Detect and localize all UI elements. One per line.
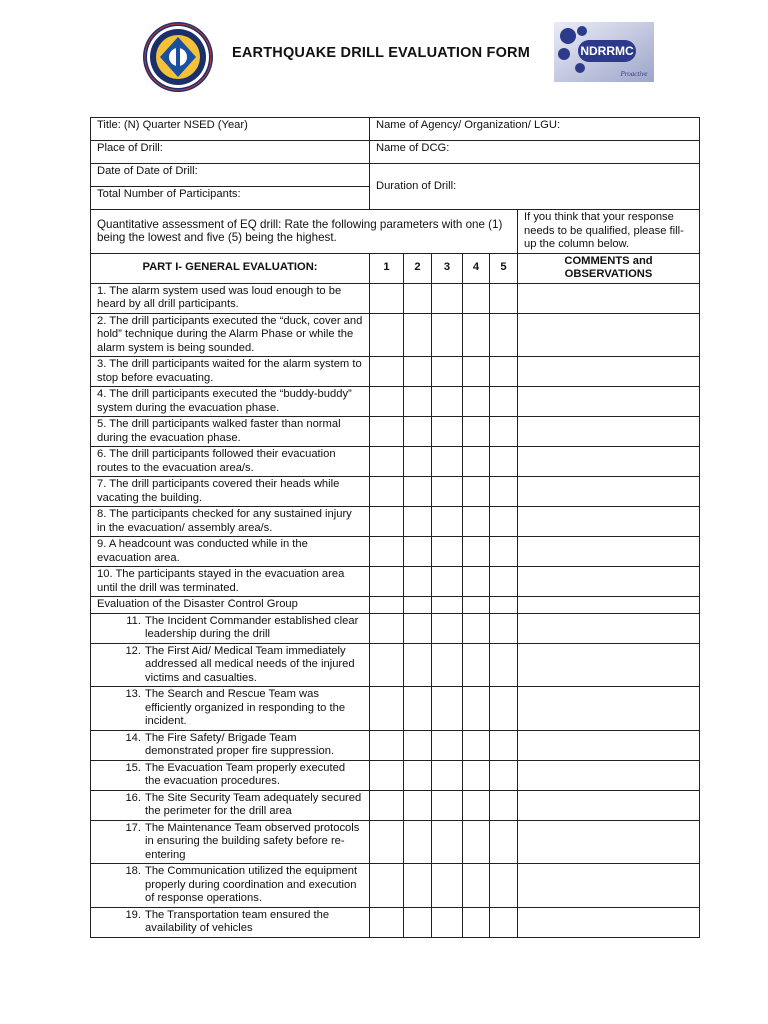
rating-cell-2[interactable] — [404, 790, 432, 820]
rating-cell-2[interactable] — [404, 447, 432, 477]
dcg-criterion — [91, 730, 370, 760]
table-row — [91, 907, 700, 937]
rating-cell-3[interactable] — [432, 567, 463, 597]
rating-cell-4[interactable] — [463, 447, 490, 477]
rating-cell-1[interactable] — [370, 507, 404, 537]
criterion-number: 14. — [125, 731, 141, 744]
comment-cell[interactable] — [518, 567, 700, 597]
form-title: EARTHQUAKE DRILL EVALUATION FORM — [232, 45, 530, 61]
comment-cell[interactable] — [518, 507, 700, 537]
rating-cell-1[interactable] — [370, 313, 404, 357]
rating-cell-2[interactable] — [404, 730, 432, 760]
rating-cell-2[interactable] — [404, 643, 432, 687]
rating-cell-5[interactable] — [490, 820, 518, 864]
table-row — [91, 687, 700, 731]
table-row — [91, 760, 700, 790]
criterion-text: 7. The drill participants covered their heads while vacating the building. — [91, 477, 370, 507]
rating-cell-3[interactable] — [432, 907, 463, 937]
rating-cell-2[interactable] — [404, 567, 432, 597]
logo-text: NDRRMC — [580, 44, 634, 58]
table-row — [91, 357, 700, 387]
rating-cell-1[interactable] — [370, 643, 404, 687]
rating-cell-4[interactable] — [463, 907, 490, 937]
comment-cell[interactable] — [518, 477, 700, 507]
rating-cell-2[interactable] — [404, 687, 432, 731]
rating-cell-2[interactable] — [404, 507, 432, 537]
rating-cell-4[interactable] — [463, 567, 490, 597]
rating-cell-1[interactable] — [370, 760, 404, 790]
rating-cell-3[interactable] — [432, 387, 463, 417]
rating-cell-5[interactable] — [490, 687, 518, 731]
rating-cell-5[interactable] — [490, 567, 518, 597]
rating-cell-3[interactable] — [432, 283, 463, 313]
rating-cell-1[interactable] — [370, 567, 404, 597]
rating-cell-1[interactable] — [370, 864, 404, 908]
rating-cell-4[interactable] — [463, 283, 490, 313]
rating-cell-2[interactable] — [404, 313, 432, 357]
rating-cell-4[interactable] — [463, 417, 490, 447]
rating-cell-2[interactable] — [404, 357, 432, 387]
table-row — [91, 507, 700, 537]
criterion-text: 4. The drill participants executed the “buddy-buddy” system during the evacuation phase. — [91, 387, 370, 417]
criterion-text: The First Aid/ Medical Team immediately addressed all medical needs of the injured victims and casualties. — [145, 644, 355, 684]
comment-cell[interactable] — [518, 790, 700, 820]
criterion-number: 16. — [125, 791, 141, 804]
rating-cell-5[interactable] — [490, 283, 518, 313]
rating-cell-4[interactable] — [463, 537, 490, 567]
rating-cell-3[interactable] — [432, 447, 463, 477]
rating-cell-4[interactable] — [463, 507, 490, 537]
title-field[interactable]: Title: (N) Quarter NSED (Year) — [91, 118, 370, 141]
date-field[interactable]: Date of Date of Drill: — [91, 164, 370, 187]
comment-cell[interactable] — [518, 613, 700, 643]
rating-cell-5[interactable] — [490, 447, 518, 477]
criterion-text: The Communication utilized the equipment properly during coordination and execution of response operations. — [145, 865, 358, 904]
evaluation-table — [90, 117, 700, 938]
criterion-text: 8. The participants checked for any sustained injury in the evacuation/ assembly area/s. — [91, 507, 370, 537]
rating-cell-3[interactable] — [432, 820, 463, 864]
rating-cell-3[interactable] — [432, 730, 463, 760]
criterion-number: 15. — [125, 761, 141, 774]
ndrrmc-logo — [554, 22, 654, 82]
table-row — [91, 537, 700, 567]
rating-cell-1[interactable] — [370, 613, 404, 643]
dcg-criterion — [91, 643, 370, 687]
rating-cell-2[interactable] — [404, 537, 432, 567]
table-row — [91, 864, 700, 908]
rating-cell-2[interactable] — [404, 283, 432, 313]
rating-cell-3[interactable] — [432, 597, 463, 614]
criterion-text: The Maintenance Team observed protocols in ensuring the building safety before re-entering — [145, 821, 360, 861]
comment-cell[interactable] — [518, 313, 700, 357]
rating-cell-2[interactable] — [404, 597, 432, 614]
dcg-criterion — [91, 907, 370, 937]
dcg-field[interactable]: Name of DCG: — [370, 141, 700, 164]
rating-cell-3[interactable] — [432, 643, 463, 687]
table-row — [91, 477, 700, 507]
qualify-instructions: If you think that your response needs to be qualified, please fill-up the column below. — [518, 210, 700, 254]
table-row — [91, 313, 700, 357]
rating-cell-1[interactable] — [370, 907, 404, 937]
rating-cell-3[interactable] — [432, 417, 463, 447]
rating-cell-1[interactable] — [370, 477, 404, 507]
table-row — [91, 417, 700, 447]
table-row — [91, 820, 700, 864]
criterion-text: 10. The participants stayed in the evacuation area until the drill was terminated. — [91, 567, 370, 597]
rating-cell-2[interactable] — [404, 820, 432, 864]
rating-cell-2[interactable] — [404, 613, 432, 643]
participants-field[interactable]: Total Number of Participants: — [91, 187, 370, 210]
criterion-text: The Evacuation Team properly executed the evacuation procedures. — [145, 761, 346, 787]
dnd-seal-logo — [142, 21, 214, 93]
comment-cell[interactable] — [518, 447, 700, 477]
table-row — [91, 387, 700, 417]
rating-cell-3[interactable] — [432, 864, 463, 908]
comment-cell[interactable] — [518, 907, 700, 937]
table-row — [91, 613, 700, 643]
table-row — [91, 567, 700, 597]
dcg-criterion — [91, 790, 370, 820]
rating-cell-4[interactable] — [463, 313, 490, 357]
comment-cell[interactable] — [518, 864, 700, 908]
table-row — [91, 597, 700, 614]
rating-header-3: 3 — [432, 253, 463, 283]
rating-cell-1[interactable] — [370, 730, 404, 760]
rating-cell-5[interactable] — [490, 760, 518, 790]
rating-header-1: 1 — [370, 253, 404, 283]
rating-cell-3[interactable] — [432, 537, 463, 567]
rating-cell-2[interactable] — [404, 477, 432, 507]
comment-cell[interactable] — [518, 643, 700, 687]
criterion-text: 3. The drill participants waited for the alarm system to stop before evacuating. — [91, 357, 370, 387]
rating-cell-3[interactable] — [432, 477, 463, 507]
comment-cell[interactable] — [518, 357, 700, 387]
rating-cell-1[interactable] — [370, 597, 404, 614]
agency-field[interactable]: Name of Agency/ Organization/ LGU: — [370, 118, 700, 141]
rating-cell-1[interactable] — [370, 357, 404, 387]
comment-cell[interactable] — [518, 597, 700, 614]
comment-cell[interactable] — [518, 687, 700, 731]
rating-cell-4[interactable] — [463, 730, 490, 760]
criterion-text: 9. A headcount was conducted while in the evacuation area. — [91, 537, 370, 567]
criterion-text: The Site Security Team adequately secured the perimeter for the drill area — [145, 791, 362, 817]
dcg-criterion — [91, 613, 370, 643]
rating-cell-4[interactable] — [463, 790, 490, 820]
rating-cell-5[interactable] — [490, 537, 518, 567]
criterion-text: 2. The drill participants executed the “duck, cover and hold” technique during the Alarm Phase or while the alarm system is being sounded. — [91, 313, 370, 357]
rating-cell-3[interactable] — [432, 313, 463, 357]
comment-cell[interactable] — [518, 820, 700, 864]
rating-cell-1[interactable] — [370, 790, 404, 820]
rating-cell-2[interactable] — [404, 387, 432, 417]
comment-cell[interactable] — [518, 387, 700, 417]
logo-tagline: Proactive — [620, 70, 648, 78]
rating-cell-5[interactable] — [490, 597, 518, 614]
comment-cell[interactable] — [518, 283, 700, 313]
rating-cell-5[interactable] — [490, 643, 518, 687]
rating-cell-4[interactable] — [463, 864, 490, 908]
rating-header-4: 4 — [463, 253, 490, 283]
table-row — [91, 447, 700, 477]
rating-cell-5[interactable] — [490, 907, 518, 937]
rating-cell-5[interactable] — [490, 730, 518, 760]
place-field[interactable]: Place of Drill: — [91, 141, 370, 164]
rating-cell-5[interactable] — [490, 864, 518, 908]
table-row — [91, 790, 700, 820]
rating-cell-4[interactable] — [463, 477, 490, 507]
rating-cell-5[interactable] — [490, 790, 518, 820]
table-row — [91, 283, 700, 313]
rating-cell-1[interactable] — [370, 283, 404, 313]
rating-cell-4[interactable] — [463, 687, 490, 731]
comments-header: COMMENTS and OBSERVATIONS — [518, 253, 700, 283]
rating-cell-1[interactable] — [370, 820, 404, 864]
rating-cell-5[interactable] — [490, 387, 518, 417]
criterion-number: 19. — [125, 908, 141, 921]
criterion-text: The Search and Rescue Team was efficiently organized in responding to the incident. — [145, 688, 346, 727]
comment-cell[interactable] — [518, 537, 700, 567]
criterion-number: 18. — [125, 865, 141, 877]
rating-cell-4[interactable] — [463, 387, 490, 417]
comment-cell[interactable] — [518, 417, 700, 447]
dcg-criterion — [91, 864, 370, 908]
rating-cell-4[interactable] — [463, 613, 490, 643]
rating-cell-4[interactable] — [463, 820, 490, 864]
rating-cell-3[interactable] — [432, 613, 463, 643]
table-row — [91, 643, 700, 687]
criterion-number: 12. — [125, 644, 141, 657]
rating-cell-1[interactable] — [370, 417, 404, 447]
criterion-text: 5. The drill participants walked faster than normal during the evacuation phase. — [91, 417, 370, 447]
rating-cell-5[interactable] — [490, 613, 518, 643]
dcg-criterion — [91, 687, 370, 731]
rating-cell-2[interactable] — [404, 907, 432, 937]
dcg-criterion — [91, 760, 370, 790]
table-row — [91, 730, 700, 760]
criterion-number: 17. — [125, 821, 141, 834]
rating-cell-4[interactable] — [463, 760, 490, 790]
rating-cell-1[interactable] — [370, 687, 404, 731]
rating-cell-2[interactable] — [404, 864, 432, 908]
rating-header-2: 2 — [404, 253, 432, 283]
dcg-criterion — [91, 820, 370, 864]
rating-cell-1[interactable] — [370, 387, 404, 417]
part-header: PART I- GENERAL EVALUATION: — [91, 253, 370, 283]
rating-instructions: Quantitative assessment of EQ drill: Rate the following parameters with one (1) being the lowest and five (5) being the highest. — [91, 210, 518, 254]
rating-cell-5[interactable] — [490, 357, 518, 387]
rating-cell-5[interactable] — [490, 507, 518, 537]
rating-cell-2[interactable] — [404, 417, 432, 447]
criterion-text: The Incident Commander established clear leadership during the drill — [145, 614, 359, 640]
rating-cell-4[interactable] — [463, 597, 490, 614]
rating-cell-5[interactable] — [490, 313, 518, 357]
rating-cell-4[interactable] — [463, 357, 490, 387]
rating-header-5: 5 — [490, 253, 518, 283]
rating-cell-3[interactable] — [432, 507, 463, 537]
rating-cell-3[interactable] — [432, 687, 463, 731]
comment-cell[interactable] — [518, 730, 700, 760]
rating-cell-3[interactable] — [432, 790, 463, 820]
duration-field[interactable]: Duration of Drill: — [370, 164, 700, 210]
criterion-text: 1. The alarm system used was loud enough to be heard by all drill participants. — [91, 283, 370, 313]
rating-cell-2[interactable] — [404, 760, 432, 790]
rating-cell-1[interactable] — [370, 537, 404, 567]
comment-cell[interactable] — [518, 760, 700, 790]
rating-cell-5[interactable] — [490, 417, 518, 447]
criterion-text: The Transportation team ensured the availability of vehicles — [145, 908, 330, 934]
criterion-text: The Fire Safety/ Brigade Team demonstrated proper fire suppression. — [145, 731, 335, 757]
dcg-section-heading: Evaluation of the Disaster Control Group — [91, 597, 370, 614]
rating-cell-3[interactable] — [432, 760, 463, 790]
rating-cell-5[interactable] — [490, 477, 518, 507]
rating-cell-3[interactable] — [432, 357, 463, 387]
rating-cell-1[interactable] — [370, 447, 404, 477]
rating-cell-4[interactable] — [463, 643, 490, 687]
criterion-text: 6. The drill participants followed their evacuation routes to the evacuation area/s. — [91, 447, 370, 477]
criterion-number: 13. — [125, 688, 141, 700]
criterion-number: 11. — [126, 614, 141, 627]
